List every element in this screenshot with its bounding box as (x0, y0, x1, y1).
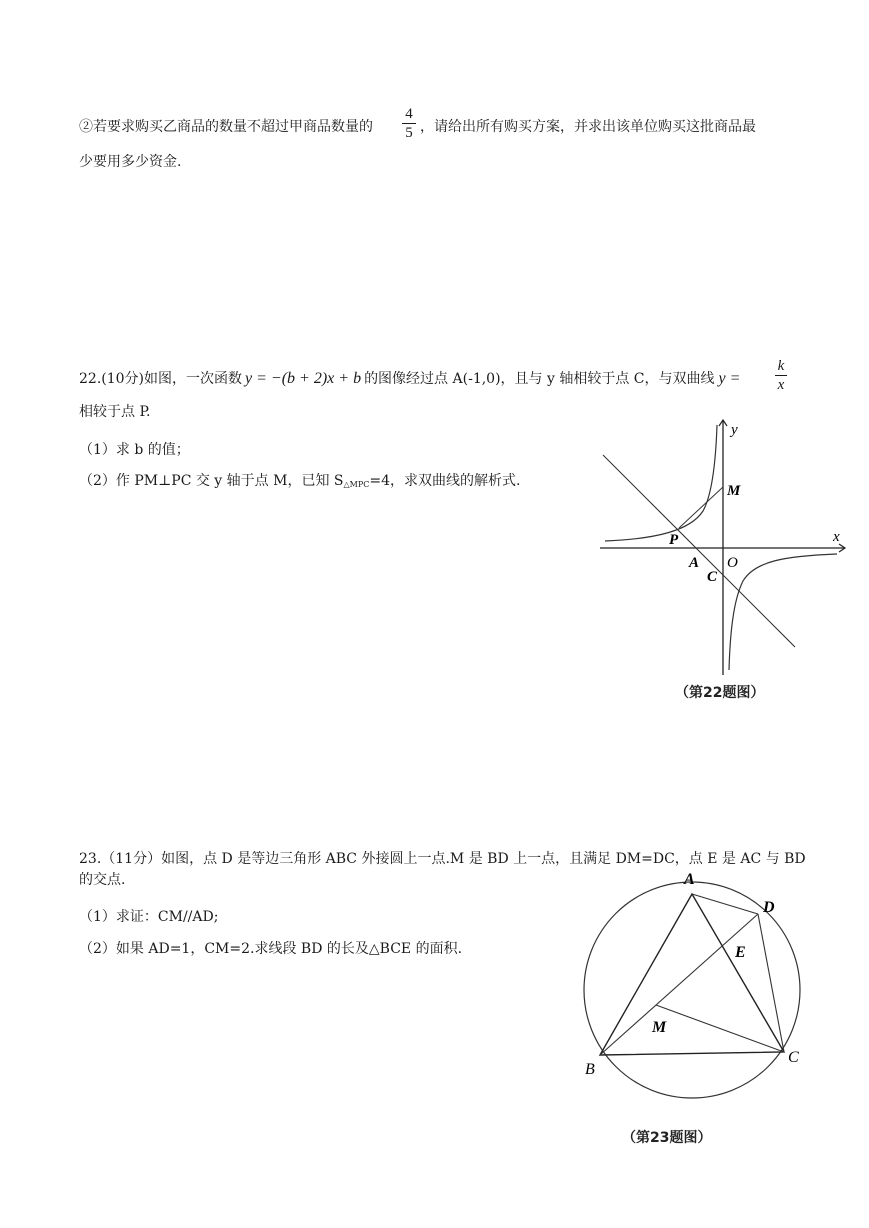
q22-hyperbola-branch-left (605, 425, 717, 541)
q22-hyper-num: k (777, 358, 785, 374)
q22-hyper-den: x (777, 377, 785, 393)
q23-label-C: C (788, 1049, 799, 1066)
q23-segment-DC (758, 914, 784, 1052)
q22-line1-b: 的图像经过点 A(-1,0)，且与 y 轴相较于点 C，与双曲线 (364, 371, 715, 387)
q22-line2: 相较于点 P. (79, 404, 151, 420)
q23-line1: 23.（11分）如图，点 D 是等边三角形 ABC 外接圆上一点.M 是 BD 上一点，且满足 DM=DC，点 E 是 AC 与 BD (79, 851, 806, 867)
q22-hyperbola-fraction (775, 358, 787, 393)
q22-hyperbola-branch-right (729, 554, 837, 670)
q22-segment-PM (679, 487, 723, 528)
q23-label-E: E (735, 944, 746, 961)
q22-label-P: P (669, 532, 679, 548)
q22-linear-line (603, 455, 795, 647)
q22-line1-a: 22.(10分)如图，一次函数 (79, 371, 243, 387)
q22-caption: （第22题图） (675, 685, 765, 701)
q22-label-A: A (689, 555, 700, 571)
q22-label-x: x (833, 529, 840, 545)
q23-segment-CM (656, 1005, 784, 1052)
q21-fraction (402, 106, 416, 141)
q23-label-M: M (652, 1019, 667, 1036)
q22-hyperbola-lhs: y = (718, 370, 741, 387)
q22-part2-b: =4，求双曲线的解析式. (369, 473, 521, 489)
q21-line2: 少要用多少资金. (79, 154, 182, 170)
q21-line1-b: ，请给出所有购买方案，并求出该单位购买这批商品最 (420, 119, 756, 135)
q23-label-B: B (585, 1061, 595, 1078)
q22-figure (595, 415, 850, 710)
q22-label-O: O (727, 555, 738, 571)
q21-line1-a: ②若要求购买乙商品的数量不超过甲商品数量的 (79, 119, 373, 135)
q23-part1: （1）求证：CM//AD; (79, 909, 219, 925)
q22-part2-a: （2）作 PM⊥PC 交 y 轴于点 M，已知 S (79, 473, 344, 489)
q23-line2: 的交点. (79, 872, 126, 888)
q22-label-C: C (707, 569, 718, 585)
q23-figure (578, 862, 818, 1152)
q22-formula: y = −(b + 2)x + b (245, 370, 362, 387)
q23-label-A: A (684, 871, 695, 888)
q21-frac-den: 5 (405, 125, 413, 141)
q22-part1: （1）求 b 的值； (79, 442, 190, 458)
q22-part2-sub: △MPC (343, 480, 370, 489)
q23-caption: （第23题图） (622, 1130, 712, 1146)
q23-part2: （2）如果 AD=1，CM=2.求线段 BD 的长及△BCE 的面积. (79, 941, 463, 957)
q21-frac-num: 4 (405, 106, 413, 122)
q22-label-M: M (727, 483, 741, 499)
q23-label-D: D (763, 899, 775, 916)
q22-label-y: y (731, 422, 738, 438)
